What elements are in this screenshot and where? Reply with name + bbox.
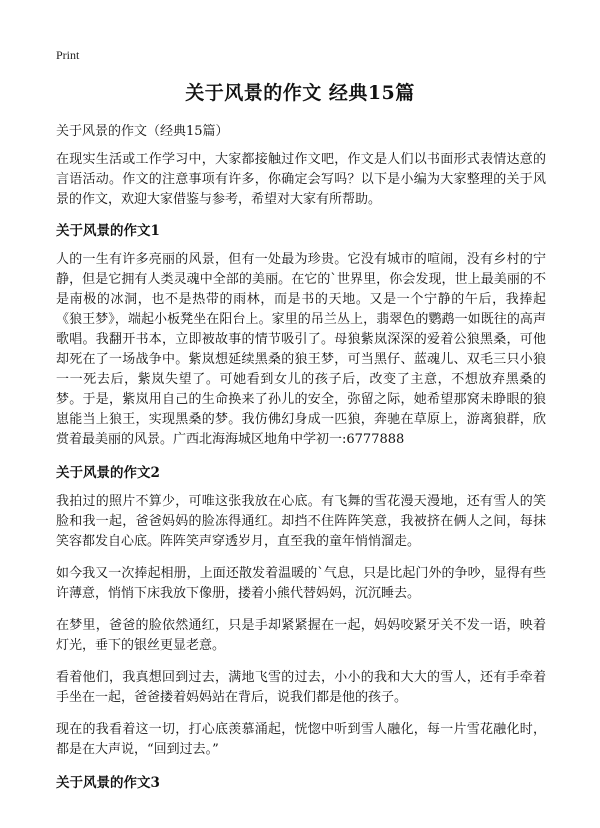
intro-paragraph: 在现实生活或工作学习中，大家都接触过作文吧，作文是人们以书面形式表情达意的言语活动。作文的注意事项有许多，你确定会写吗？以下是小编为大家整理的关于风景的作文，欢迎大家借鉴与参考，希望对大家有所帮助。 [56,152,546,207]
document-subtitle: 关于风景的作文（经典15篇） [56,124,229,139]
section-1-paragraph-1: 人的一生有许多亮丽的风景，但有一处最为珍贵。它没有城市的喧闹，没有乡村的宁静，但是它拥有人类灵魂中全部的美丽。在它的`世界里，你会发现，世上最美丽的不是南极的冰洞，也不是热带的雨林，而是书的天地。又是一个宁静的午后，我捧起《狼王梦》，端起小板凳坐在阳台上。家里的吊兰丛上，翡翠色的鹦鹉一如既往的高声歌唱。我翻开书本，立即被故事的情节吸引了。母狼紫岚深深的爱着公狼黑桑，可他却死在了一场战争中。紫岚想延续黑桑的狼王梦，可当黑仔、蓝魂儿、双毛三只小狼一一死去后，紫岚失望了。可她看到女儿的孩子后，改变了主意，不想放弃黑桑的梦。于是，紫岚用自己的生命换来了孙儿的安全，弥留之际，她希望那窝未睁眼的狼崽能当上狼王，实现黑桑的梦。我仿佛幻身成一匹狼，奔驰在草原上，游离狼群，欣赏着最美丽的风景。广西北海海城区地角中学初一:6777888 [56,252,546,447]
section-2-paragraph-4: 看着他们，我真想回到过去，满地飞雪的过去，小小的我和大大的雪人，还有手牵着手坐在一起，爸爸搂着妈妈站在背后，说我们都是他的孩子。 [56,670,546,705]
section-2-paragraph-1: 我拍过的照片不算少，可唯这张我放在心底。有飞舞的雪花漫天漫地，还有雪人的笑脸和我一起，爸爸妈妈的脸冻得通红。却挡不住阵阵笑意，我被挤在俩人之间，每抹笑容都发自心底。阵阵笑声穿透岁月，直至我的童年悄悄溜走。 [56,494,546,549]
section-heading-2: 关于风景的作文2 [56,465,160,481]
section-2-paragraph-5: 现在的我看着这一切，打心底羡慕涌起，恍惚中听到雪人融化，每一片雪花融化时，都是在大声说，“回到过去。” [56,722,546,757]
page-title: 关于风景的作文 经典15篇 [185,82,415,104]
section-heading-3: 关于风景的作文3 [56,775,160,791]
section-2-paragraph-3: 在梦里，爸爸的脸依然通红，只是手却紧紧握在一起，妈妈咬紧牙关不发一语，映着灯光，垂下的银丝更显老意。 [56,618,546,653]
article-body [56,150,546,802]
section-2-paragraph-2: 如今我又一次捧起相册，上面还散发着温暖的`气息，只是比起门外的争吵，显得有些许薄意，悄悄下床我放下像册，搂着小熊代替妈妈，沉沉睡去。 [56,566,546,601]
section-heading-1: 关于风景的作文1 [56,223,160,239]
print-link[interactable]: Print [56,48,80,62]
